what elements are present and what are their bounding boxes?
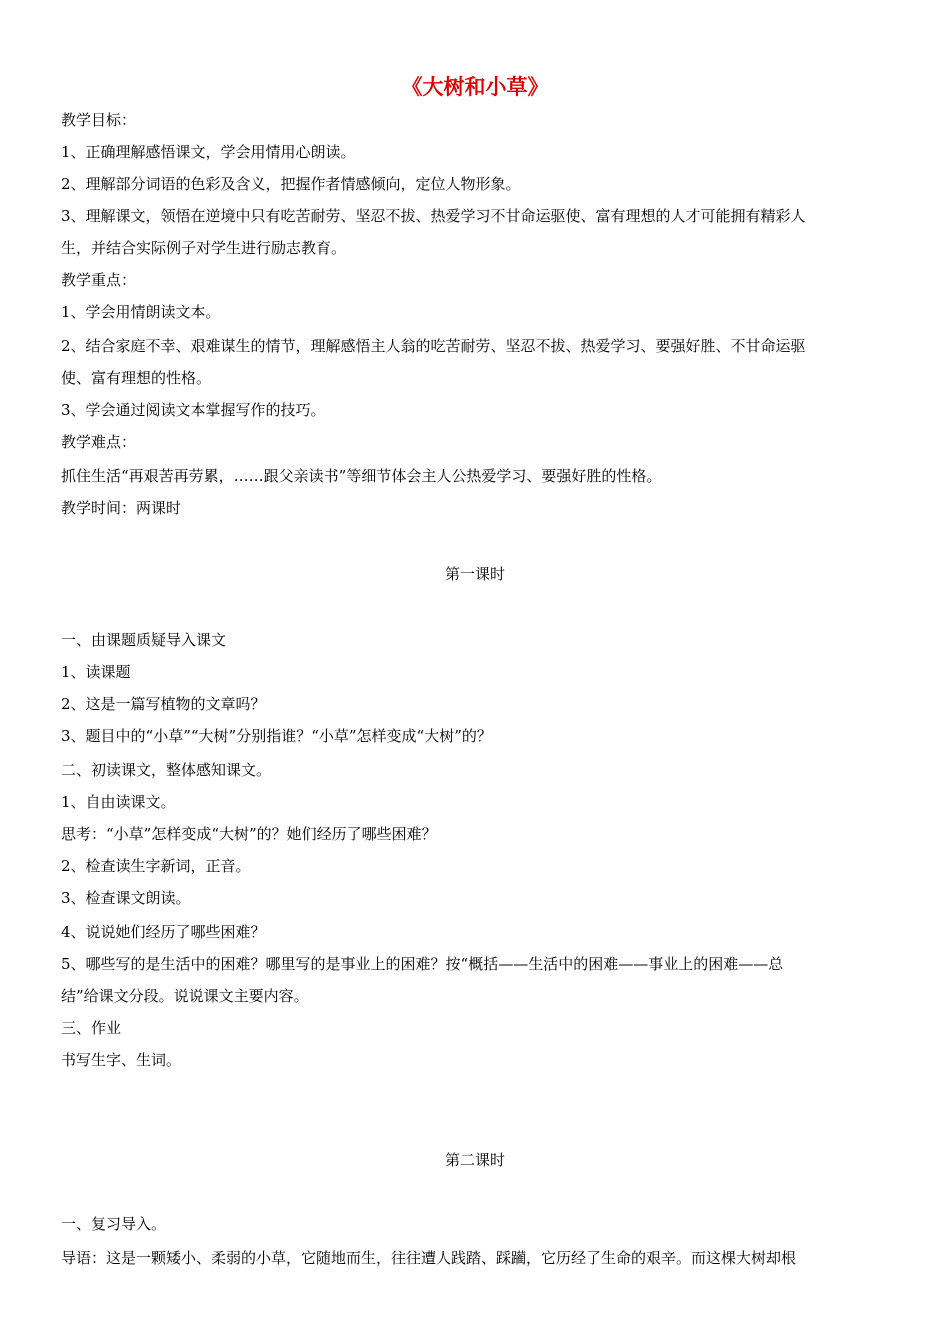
section-heading-key-points: 教学重点：	[61, 271, 137, 289]
text-line: 3、学会通过阅读文本掌握写作的技巧。	[61, 401, 326, 419]
section-heading-objectives: 教学目标：	[61, 111, 137, 129]
text-line: 2、这是一篇写植物的文章吗？	[61, 695, 266, 713]
text-line: 3、题目中的“小草”“大树”分别指谁？“小草”怎样变成“大树”的？	[61, 727, 492, 745]
text-line: 1、自由读课文。	[61, 793, 176, 811]
section-heading: 三、作业	[61, 1019, 122, 1037]
text-line: 2、结合家庭不幸、艰难谋生的情节，理解感悟主人翁的吃苦耐劳、坚忍不拔、热爱学习、要强好胜、不甘命运驱	[61, 337, 806, 355]
text-line: 1、读课题	[61, 663, 131, 681]
text-line: 结”给课文分段。说说课文主要内容。	[61, 987, 309, 1005]
text-line: 书写生字、生词。	[61, 1051, 182, 1069]
text-line: 抓住生活“再艰苦再劳累，……跟父亲读书”等细节体会主人公热爱学习、要强好胜的性格。	[61, 467, 662, 485]
text-line: 2、理解部分词语的色彩及含义，把握作者情感倾向，定位人物形象。	[61, 175, 521, 193]
text-line: 1、正确理解感悟课文，学会用情用心朗读。	[61, 143, 356, 161]
section-heading-difficulties: 教学难点：	[61, 433, 137, 451]
lesson-heading-first: 第一课时	[444, 565, 505, 583]
section-heading: 二、初读课文，整体感知课文。	[61, 761, 272, 779]
section-heading: 一、由课题质疑导入课文	[61, 631, 227, 649]
text-line: 1、学会用情朗读文本。	[61, 303, 221, 321]
section-heading: 一、复习导入。	[61, 1215, 167, 1233]
text-line: 2、检查读生字新词，正音。	[61, 857, 251, 875]
text-line: 5、哪些写的是生活中的困难？哪里写的是事业上的困难？按“概括——生活中的困难——事业上的困难——总	[61, 955, 784, 973]
document-title: 《大树和小草》	[401, 74, 549, 99]
text-line: 导语：这是一颗矮小、柔弱的小草，它随地而生，往往遭人践踏、踩躏，它历经了生命的艰辛。而这棵大树却根	[61, 1249, 797, 1267]
text-line: 生，并结合实际例子对学生进行励志教育。	[61, 239, 347, 257]
text-line: 思考：“小草”怎样变成“大树”的？她们经历了哪些困难？	[61, 825, 437, 843]
text-line: 教学时间：两课时	[61, 499, 182, 517]
text-line: 3、理解课文，领悟在逆境中只有吃苦耐劳、坚忍不拔、热爱学习不甘命运驱使、富有理想的人才可能拥有精彩人	[61, 207, 806, 225]
text-line: 3、检查课文朗读。	[61, 889, 191, 907]
lesson-heading-second: 第二课时	[444, 1151, 505, 1169]
text-line: 使、富有理想的性格。	[61, 369, 212, 387]
text-line: 4、说说她们经历了哪些困难？	[61, 923, 266, 941]
